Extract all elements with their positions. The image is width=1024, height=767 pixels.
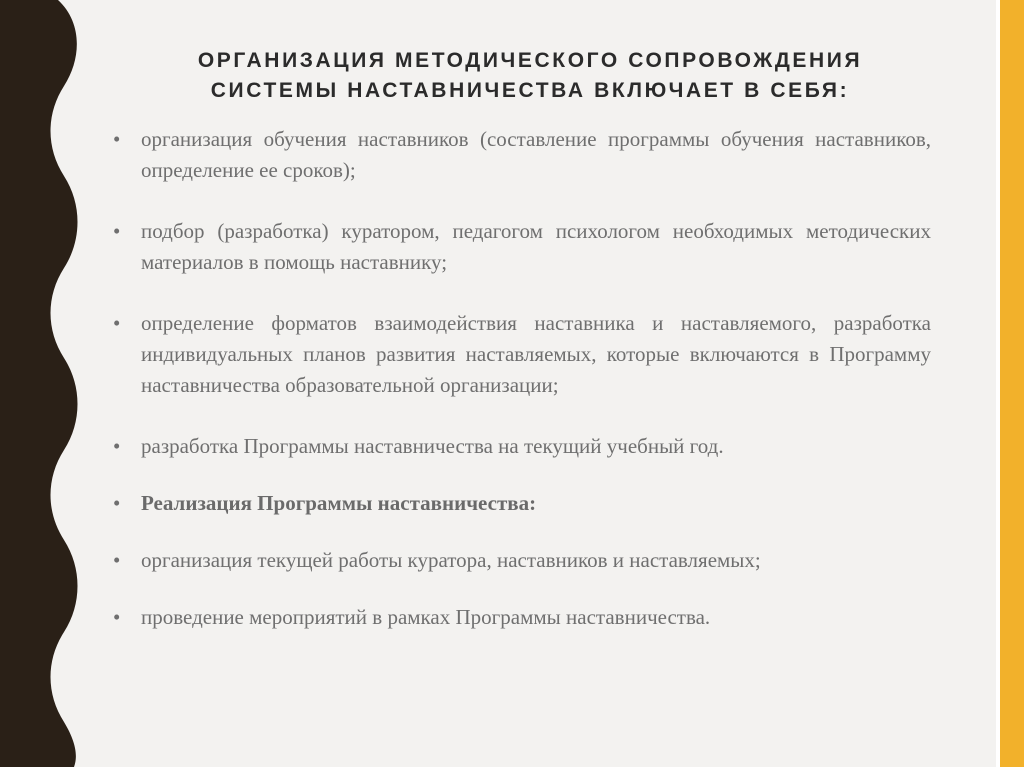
list-item-text: организация обучения наставников (составление программы обучения наставников, определение ее сроков);: [141, 127, 931, 182]
bullet-icon: •: [113, 548, 121, 572]
list-item: [113, 124, 931, 186]
list-item-text: разработка Программы наставничества на текущий учебный год.: [141, 434, 724, 458]
bullet-icon: •: [113, 491, 121, 515]
bullet-icon: •: [113, 605, 121, 629]
list-item-text: Реализация Программы наставничества:: [141, 491, 537, 515]
list-item-text: организация текущей работы куратора, наставников и наставляемых;: [141, 548, 761, 572]
bullet-icon: •: [113, 434, 121, 458]
bullet-icon: •: [113, 311, 121, 335]
bullet-list: [113, 124, 931, 633]
list-item: [113, 431, 931, 462]
list-item-text: подбор (разработка) куратором, педагогом психологом необходимых методических материалов в помощь наставнику;: [141, 219, 931, 274]
decorative-wave-band: [0, 0, 90, 767]
list-item-text: определение форматов взаимодействия наставника и наставляемого, разработка индивидуальных планов развития наставляемых, которые включаются в Программу наставничества образовательной организации;: [141, 311, 931, 397]
slide-title-line-2: СИСТЕМЫ НАСТАВНИЧЕСТВА ВКЛЮЧАЕТ В СЕБЯ:: [210, 79, 850, 102]
bullet-icon: •: [113, 219, 121, 243]
slide-title: [120, 46, 940, 106]
list-item: [113, 602, 931, 633]
accent-bar: [1000, 0, 1024, 767]
list-item: [113, 545, 931, 576]
list-item: [113, 216, 931, 278]
bullet-icon: •: [113, 127, 121, 151]
list-item-text: проведение мероприятий в рамках Программы наставничества.: [141, 605, 711, 629]
list-item: [113, 308, 931, 401]
list-item-heading: [113, 488, 931, 519]
slide-title-line-1: ОРГАНИЗАЦИЯ МЕТОДИЧЕСКОГО СОПРОВОЖДЕНИЯ: [197, 49, 863, 72]
